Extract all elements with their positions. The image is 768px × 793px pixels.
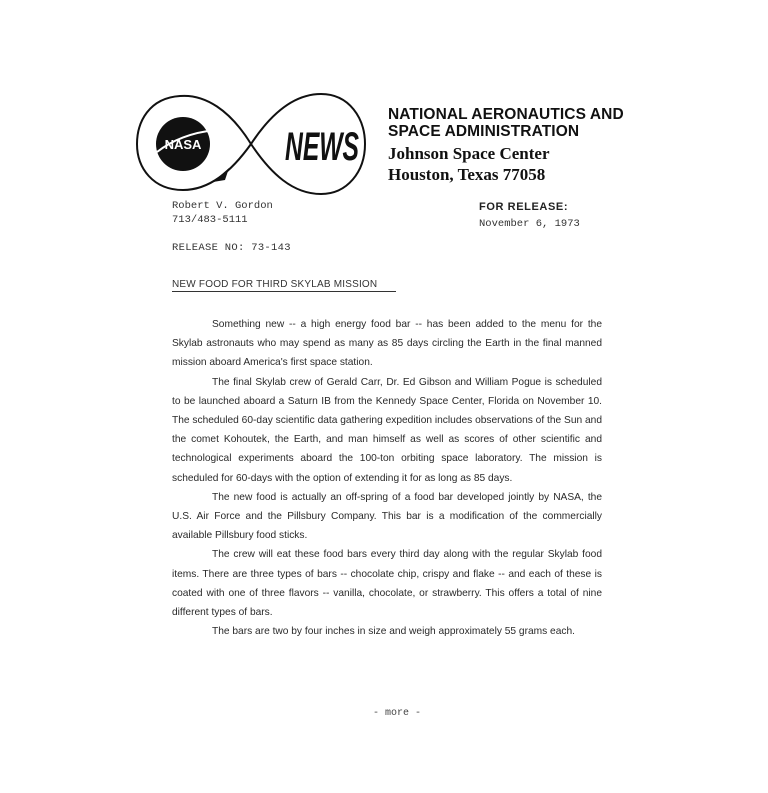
nasa-news-logo bbox=[135, 90, 367, 198]
continuation-marker: - more - bbox=[373, 708, 422, 719]
paragraph: The crew will eat these food bars every third day along with the regular Skylab food items. There are three types of bars -- chocolate chip, crispy and flake -- and each of these is coated with one of three flavors -- vanilla, chocolate, or strawberry. This offers a total of nine different types of bars. bbox=[172, 549, 602, 619]
release-number: RELEASE NO: 73-143 bbox=[172, 242, 291, 254]
release-date: November 6, 1973 bbox=[479, 218, 580, 230]
logo-news-text: NEWS bbox=[285, 125, 360, 169]
agency-name-line1: NATIONAL AERONAUTICS AND bbox=[388, 106, 624, 123]
contact-name: Robert V. Gordon bbox=[172, 200, 273, 212]
for-release-label: FOR RELEASE: bbox=[479, 201, 569, 213]
logo-nasa-text: NASA bbox=[164, 137, 202, 152]
article-body bbox=[172, 315, 602, 641]
headline bbox=[172, 279, 396, 292]
paragraph: The final Skylab crew of Gerald Carr, Dr. Ed Gibson and William Pogue is scheduled to be launched aboard a Saturn IB from the Kennedy Space Center, Florida on November 10. The scheduled 60-day scientific data gathering expedition includes observations of the Sun and the comet Kohoutek, the Earth, and man himself as well as scores of other scientific and technological experiments aboard the 100-ton orbiting space laboratory. The mission is scheduled for 60-days with the option of extending it for as long as 85 days. bbox=[172, 376, 602, 484]
headline-underline bbox=[172, 291, 396, 292]
contact-phone: 713/483-5111 bbox=[172, 214, 248, 226]
center-name: Johnson Space Center bbox=[388, 144, 550, 163]
paragraph: The new food is actually an off-spring of a food bar developed jointly by NASA, the U.S. Air Force and the Pillsbury Company. This bar is a modification of the commercially available Pillsbury food sticks. bbox=[172, 491, 602, 542]
agency-name-line2: SPACE ADMINISTRATION bbox=[388, 123, 580, 140]
paragraph: The bars are two by four inches in size and weigh approximately 55 grams each. bbox=[212, 626, 575, 638]
paragraph: Something new -- a high energy food bar -- has been added to the menu for the Skylab astronauts who may spend as many as 85 days circling the Earth in the final manned mission aboard America's first space station. bbox=[172, 319, 602, 369]
center-address: Houston, Texas 77058 bbox=[388, 165, 546, 184]
headline-text: NEW FOOD FOR THIRD SKYLAB MISSION bbox=[172, 279, 378, 290]
